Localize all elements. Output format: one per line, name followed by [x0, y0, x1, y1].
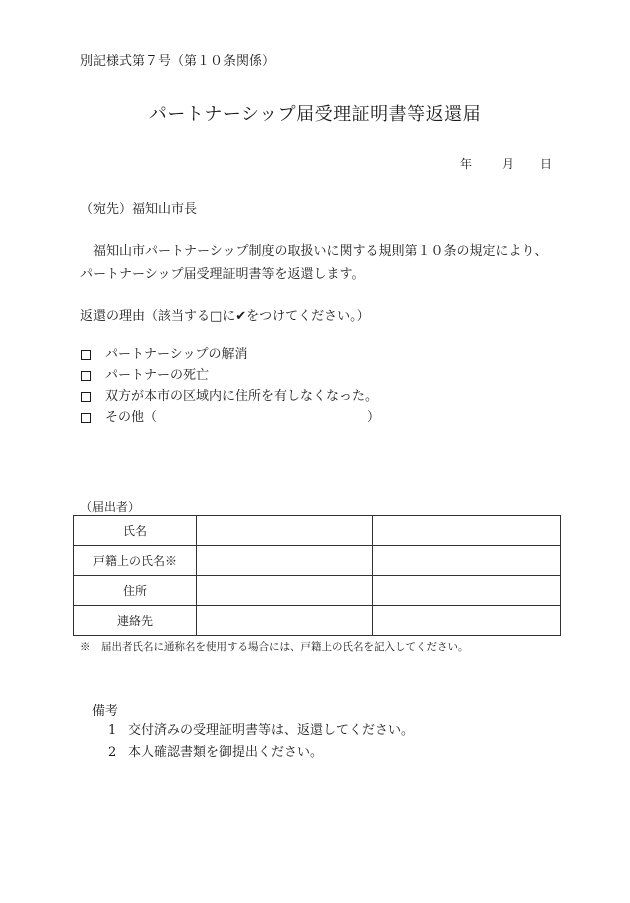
other-close-paren: ） — [367, 410, 381, 425]
body-line-2: パートナーシップ届受理証明書等を返還します。 — [80, 267, 365, 282]
reason-label: パートナーシップの解消 — [105, 347, 248, 362]
applicant-note: ※ 届出者氏名に通称名を使用する場合には、戸籍上の氏名を記入してください。 — [80, 641, 469, 653]
addressee: （宛先）福知山市長 — [80, 202, 198, 217]
remark-number: 2 — [108, 745, 117, 760]
checkbox-icon[interactable] — [81, 371, 91, 381]
row-label-contact: 連絡先 — [74, 606, 197, 636]
checkbox-icon[interactable] — [81, 413, 91, 423]
reason-heading: 返還の理由（該当する□に✔をつけてください。） — [80, 309, 370, 324]
table-row — [74, 606, 561, 636]
contact-field-1[interactable] — [197, 606, 373, 636]
reason-label: 双方が本市の区域内に住所を有しなくなった。 — [105, 389, 379, 404]
date-year-label: 年 — [460, 157, 473, 171]
reason-label: パートナーの死亡 — [105, 368, 210, 383]
table-row — [74, 516, 561, 546]
document-title: パートナーシップ届受理証明書等返還届 — [148, 104, 482, 125]
checkbox-icon[interactable] — [81, 392, 91, 402]
remarks-list — [108, 720, 414, 764]
body-line-1: 福知山市パートナーシップ制度の取扱いに関する規則第１０条の規定により、 — [93, 244, 548, 259]
list-item — [108, 720, 414, 742]
reason-item[interactable] — [80, 344, 380, 365]
reason-list — [80, 344, 380, 428]
checkbox-icon[interactable] — [81, 350, 91, 360]
body-statement — [80, 240, 564, 286]
table-row — [74, 546, 561, 576]
row-label-legal-name: 戸籍上の氏名※ — [74, 546, 197, 576]
list-item — [108, 742, 414, 764]
name-field-2[interactable] — [373, 516, 561, 546]
remark-text: 交付済みの受理証明書等は、返還してください。 — [128, 723, 415, 738]
remark-number: 1 — [108, 723, 117, 738]
name-field-1[interactable] — [197, 516, 373, 546]
table-row — [74, 576, 561, 606]
date-day-label: 日 — [540, 157, 553, 171]
reason-label: その他（ — [105, 410, 158, 425]
remark-text: 本人確認書類を御提出ください。 — [128, 745, 324, 760]
applicant-heading: （届出者） — [80, 500, 141, 514]
reason-item[interactable] — [80, 386, 380, 407]
reason-item[interactable] — [80, 365, 380, 386]
address-field-2[interactable] — [373, 576, 561, 606]
reason-item-other[interactable] — [80, 407, 380, 428]
contact-field-2[interactable] — [373, 606, 561, 636]
address-field-1[interactable] — [197, 576, 373, 606]
remarks-heading: 備考 — [92, 704, 119, 719]
form-number: 別記様式第７号（第１０条関係） — [80, 54, 276, 69]
applicant-table — [73, 515, 561, 636]
row-label-address: 住所 — [74, 576, 197, 606]
date-month-label: 月 — [502, 157, 515, 171]
legal-name-field-1[interactable] — [197, 546, 373, 576]
legal-name-field-2[interactable] — [373, 546, 561, 576]
row-label-name: 氏名 — [74, 516, 197, 546]
